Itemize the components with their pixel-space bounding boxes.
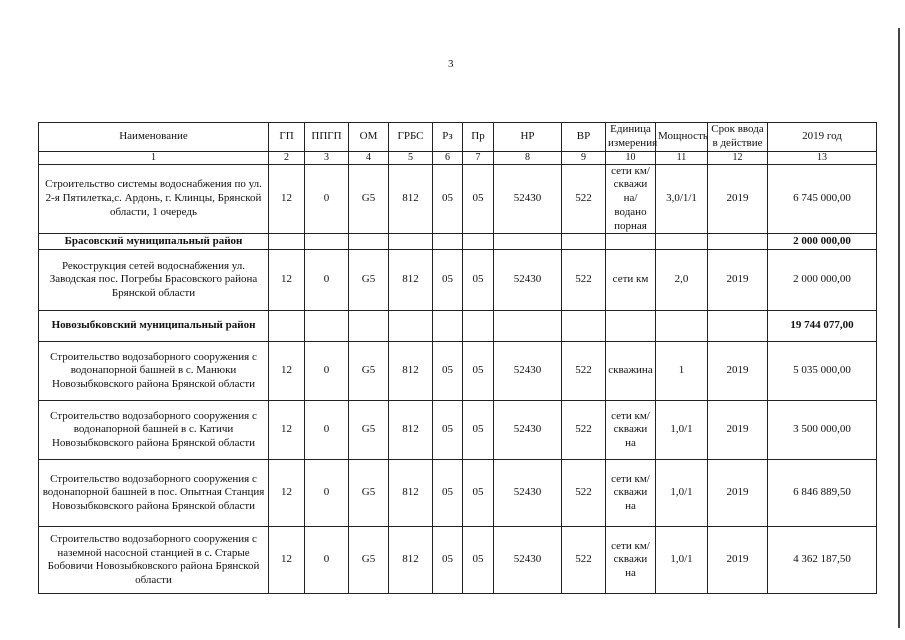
amount-cell: 2 000 000,00 xyxy=(768,250,877,311)
power-cell: 1 xyxy=(656,342,708,401)
ppgp-cell: 0 xyxy=(305,401,349,460)
table-row xyxy=(39,342,877,401)
gp-cell: 12 xyxy=(269,527,305,594)
gp-cell: 12 xyxy=(269,460,305,527)
rz-cell: 05 xyxy=(433,527,463,594)
header-cell: Пр xyxy=(463,123,494,152)
pr-cell: 05 xyxy=(463,460,494,527)
year-cell: 2019 xyxy=(708,527,768,594)
power-cell: 1,0/1 xyxy=(656,401,708,460)
grbs-cell: 812 xyxy=(389,342,433,401)
vr-cell: 522 xyxy=(562,460,606,527)
object-name-cell: Строительство водозаборного сооружения с водонапорной башней в с. Катичи Новозыбковского района Брянской области xyxy=(39,401,269,460)
header-cell: 2019 год xyxy=(768,123,877,152)
power-cell: 1,0/1 xyxy=(656,460,708,527)
vr-cell: 522 xyxy=(562,527,606,594)
table-row xyxy=(39,401,877,460)
header-cell: ВР xyxy=(562,123,606,152)
index-cell: 3 xyxy=(305,151,349,164)
year-cell: 2019 xyxy=(708,164,768,234)
index-cell: 5 xyxy=(389,151,433,164)
table-row xyxy=(39,250,877,311)
amount-cell: 6 745 000,00 xyxy=(768,164,877,234)
header-row xyxy=(39,123,877,152)
vr-cell: 522 xyxy=(562,342,606,401)
index-cell: 2 xyxy=(269,151,305,164)
om-cell: G5 xyxy=(349,401,389,460)
index-cell: 9 xyxy=(562,151,606,164)
header-cell: Мощность xyxy=(656,123,708,152)
unit-cell: сети км/скважи на xyxy=(606,401,656,460)
grbs-cell: 812 xyxy=(389,250,433,311)
header-cell: Единица измерения xyxy=(606,123,656,152)
header-cell: Наименование xyxy=(39,123,269,152)
amount-cell: 6 846 889,50 xyxy=(768,460,877,527)
object-name-cell: Строительство водозаборного сооружения с водонапорной башней в пос. Опытная Станция Новозыбковского района Брянской области xyxy=(39,460,269,527)
pr-cell: 05 xyxy=(463,250,494,311)
year-cell: 2019 xyxy=(708,460,768,527)
page-edge-line xyxy=(898,28,900,628)
index-cell: 12 xyxy=(708,151,768,164)
nr-cell: 52430 xyxy=(494,527,562,594)
vr-cell: 522 xyxy=(562,250,606,311)
index-cell: 7 xyxy=(463,151,494,164)
unit-cell: сети км/скважи на/водано порная xyxy=(606,164,656,234)
nr-cell: 52430 xyxy=(494,250,562,311)
amount-cell: 3 500 000,00 xyxy=(768,401,877,460)
table-row xyxy=(39,164,877,234)
gp-cell: 12 xyxy=(269,401,305,460)
district-total-cell: 2 000 000,00 xyxy=(768,234,877,250)
nr-cell: 52430 xyxy=(494,401,562,460)
rz-cell: 05 xyxy=(433,460,463,527)
pr-cell: 05 xyxy=(463,342,494,401)
nr-cell: 52430 xyxy=(494,164,562,234)
column-index-row xyxy=(39,151,877,164)
index-cell: 8 xyxy=(494,151,562,164)
pr-cell: 05 xyxy=(463,527,494,594)
grbs-cell: 812 xyxy=(389,164,433,234)
index-cell: 13 xyxy=(768,151,877,164)
ppgp-cell: 0 xyxy=(305,250,349,311)
object-name-cell: Строительство системы водоснабжения по ул. 2-я Пятилетка,с. Ардонь, г. Клинцы, Брянской области, 1 очередь xyxy=(39,164,269,234)
ppgp-cell: 0 xyxy=(305,460,349,527)
header-cell: ППГП xyxy=(305,123,349,152)
gp-cell: 12 xyxy=(269,342,305,401)
header-cell: НР xyxy=(494,123,562,152)
amount-cell: 4 362 187,50 xyxy=(768,527,877,594)
rz-cell: 05 xyxy=(433,342,463,401)
power-cell: 1,0/1 xyxy=(656,527,708,594)
gp-cell: 12 xyxy=(269,250,305,311)
district-name-cell: Новозыбковский муниципальный район xyxy=(39,311,269,342)
year-cell: 2019 xyxy=(708,342,768,401)
om-cell: G5 xyxy=(349,527,389,594)
header-cell: Срок ввода в действие xyxy=(708,123,768,152)
year-cell: 2019 xyxy=(708,401,768,460)
power-cell: 2,0 xyxy=(656,250,708,311)
unit-cell: сети км/скважи на xyxy=(606,460,656,527)
amount-cell: 5 035 000,00 xyxy=(768,342,877,401)
index-cell: 6 xyxy=(433,151,463,164)
grbs-cell: 812 xyxy=(389,460,433,527)
pr-cell: 05 xyxy=(463,401,494,460)
index-cell: 4 xyxy=(349,151,389,164)
index-cell: 1 xyxy=(39,151,269,164)
district-row xyxy=(39,234,877,250)
om-cell: G5 xyxy=(349,460,389,527)
nr-cell: 52430 xyxy=(494,460,562,527)
page-number: 3 xyxy=(448,58,454,70)
header-cell: Рз xyxy=(433,123,463,152)
rz-cell: 05 xyxy=(433,164,463,234)
object-name-cell: Рекострукция сетей водоснабжения ул. Заводская пос. Погребы Брасовского района Брянской области xyxy=(39,250,269,311)
year-cell: 2019 xyxy=(708,250,768,311)
header-cell: ГП xyxy=(269,123,305,152)
gp-cell: 12 xyxy=(269,164,305,234)
unit-cell: сети км xyxy=(606,250,656,311)
om-cell: G5 xyxy=(349,164,389,234)
power-cell: 3,0/1/1 xyxy=(656,164,708,234)
ppgp-cell: 0 xyxy=(305,164,349,234)
grbs-cell: 812 xyxy=(389,527,433,594)
om-cell: G5 xyxy=(349,342,389,401)
index-cell: 10 xyxy=(606,151,656,164)
vr-cell: 522 xyxy=(562,164,606,234)
object-name-cell: Строительство водозаборного сооружения с наземной насосной станцией в с. Старые Бобовичи Новозыбковского района Брянской области xyxy=(39,527,269,594)
budget-table xyxy=(38,122,877,594)
table-row xyxy=(39,460,877,527)
rz-cell: 05 xyxy=(433,401,463,460)
pr-cell: 05 xyxy=(463,164,494,234)
object-name-cell: Строительство водозаборного сооружения с водонапорной башней в с. Манюки Новозыбковского района Брянской области xyxy=(39,342,269,401)
rz-cell: 05 xyxy=(433,250,463,311)
header-cell: ОМ xyxy=(349,123,389,152)
district-name-cell: Брасовский муниципальный район xyxy=(39,234,269,250)
ppgp-cell: 0 xyxy=(305,342,349,401)
unit-cell: сети км/скважи на xyxy=(606,527,656,594)
table-row xyxy=(39,527,877,594)
unit-cell: скважина xyxy=(606,342,656,401)
district-total-cell: 19 744 077,00 xyxy=(768,311,877,342)
index-cell: 11 xyxy=(656,151,708,164)
om-cell: G5 xyxy=(349,250,389,311)
header-cell: ГРБС xyxy=(389,123,433,152)
ppgp-cell: 0 xyxy=(305,527,349,594)
vr-cell: 522 xyxy=(562,401,606,460)
grbs-cell: 812 xyxy=(389,401,433,460)
nr-cell: 52430 xyxy=(494,342,562,401)
district-row xyxy=(39,311,877,342)
